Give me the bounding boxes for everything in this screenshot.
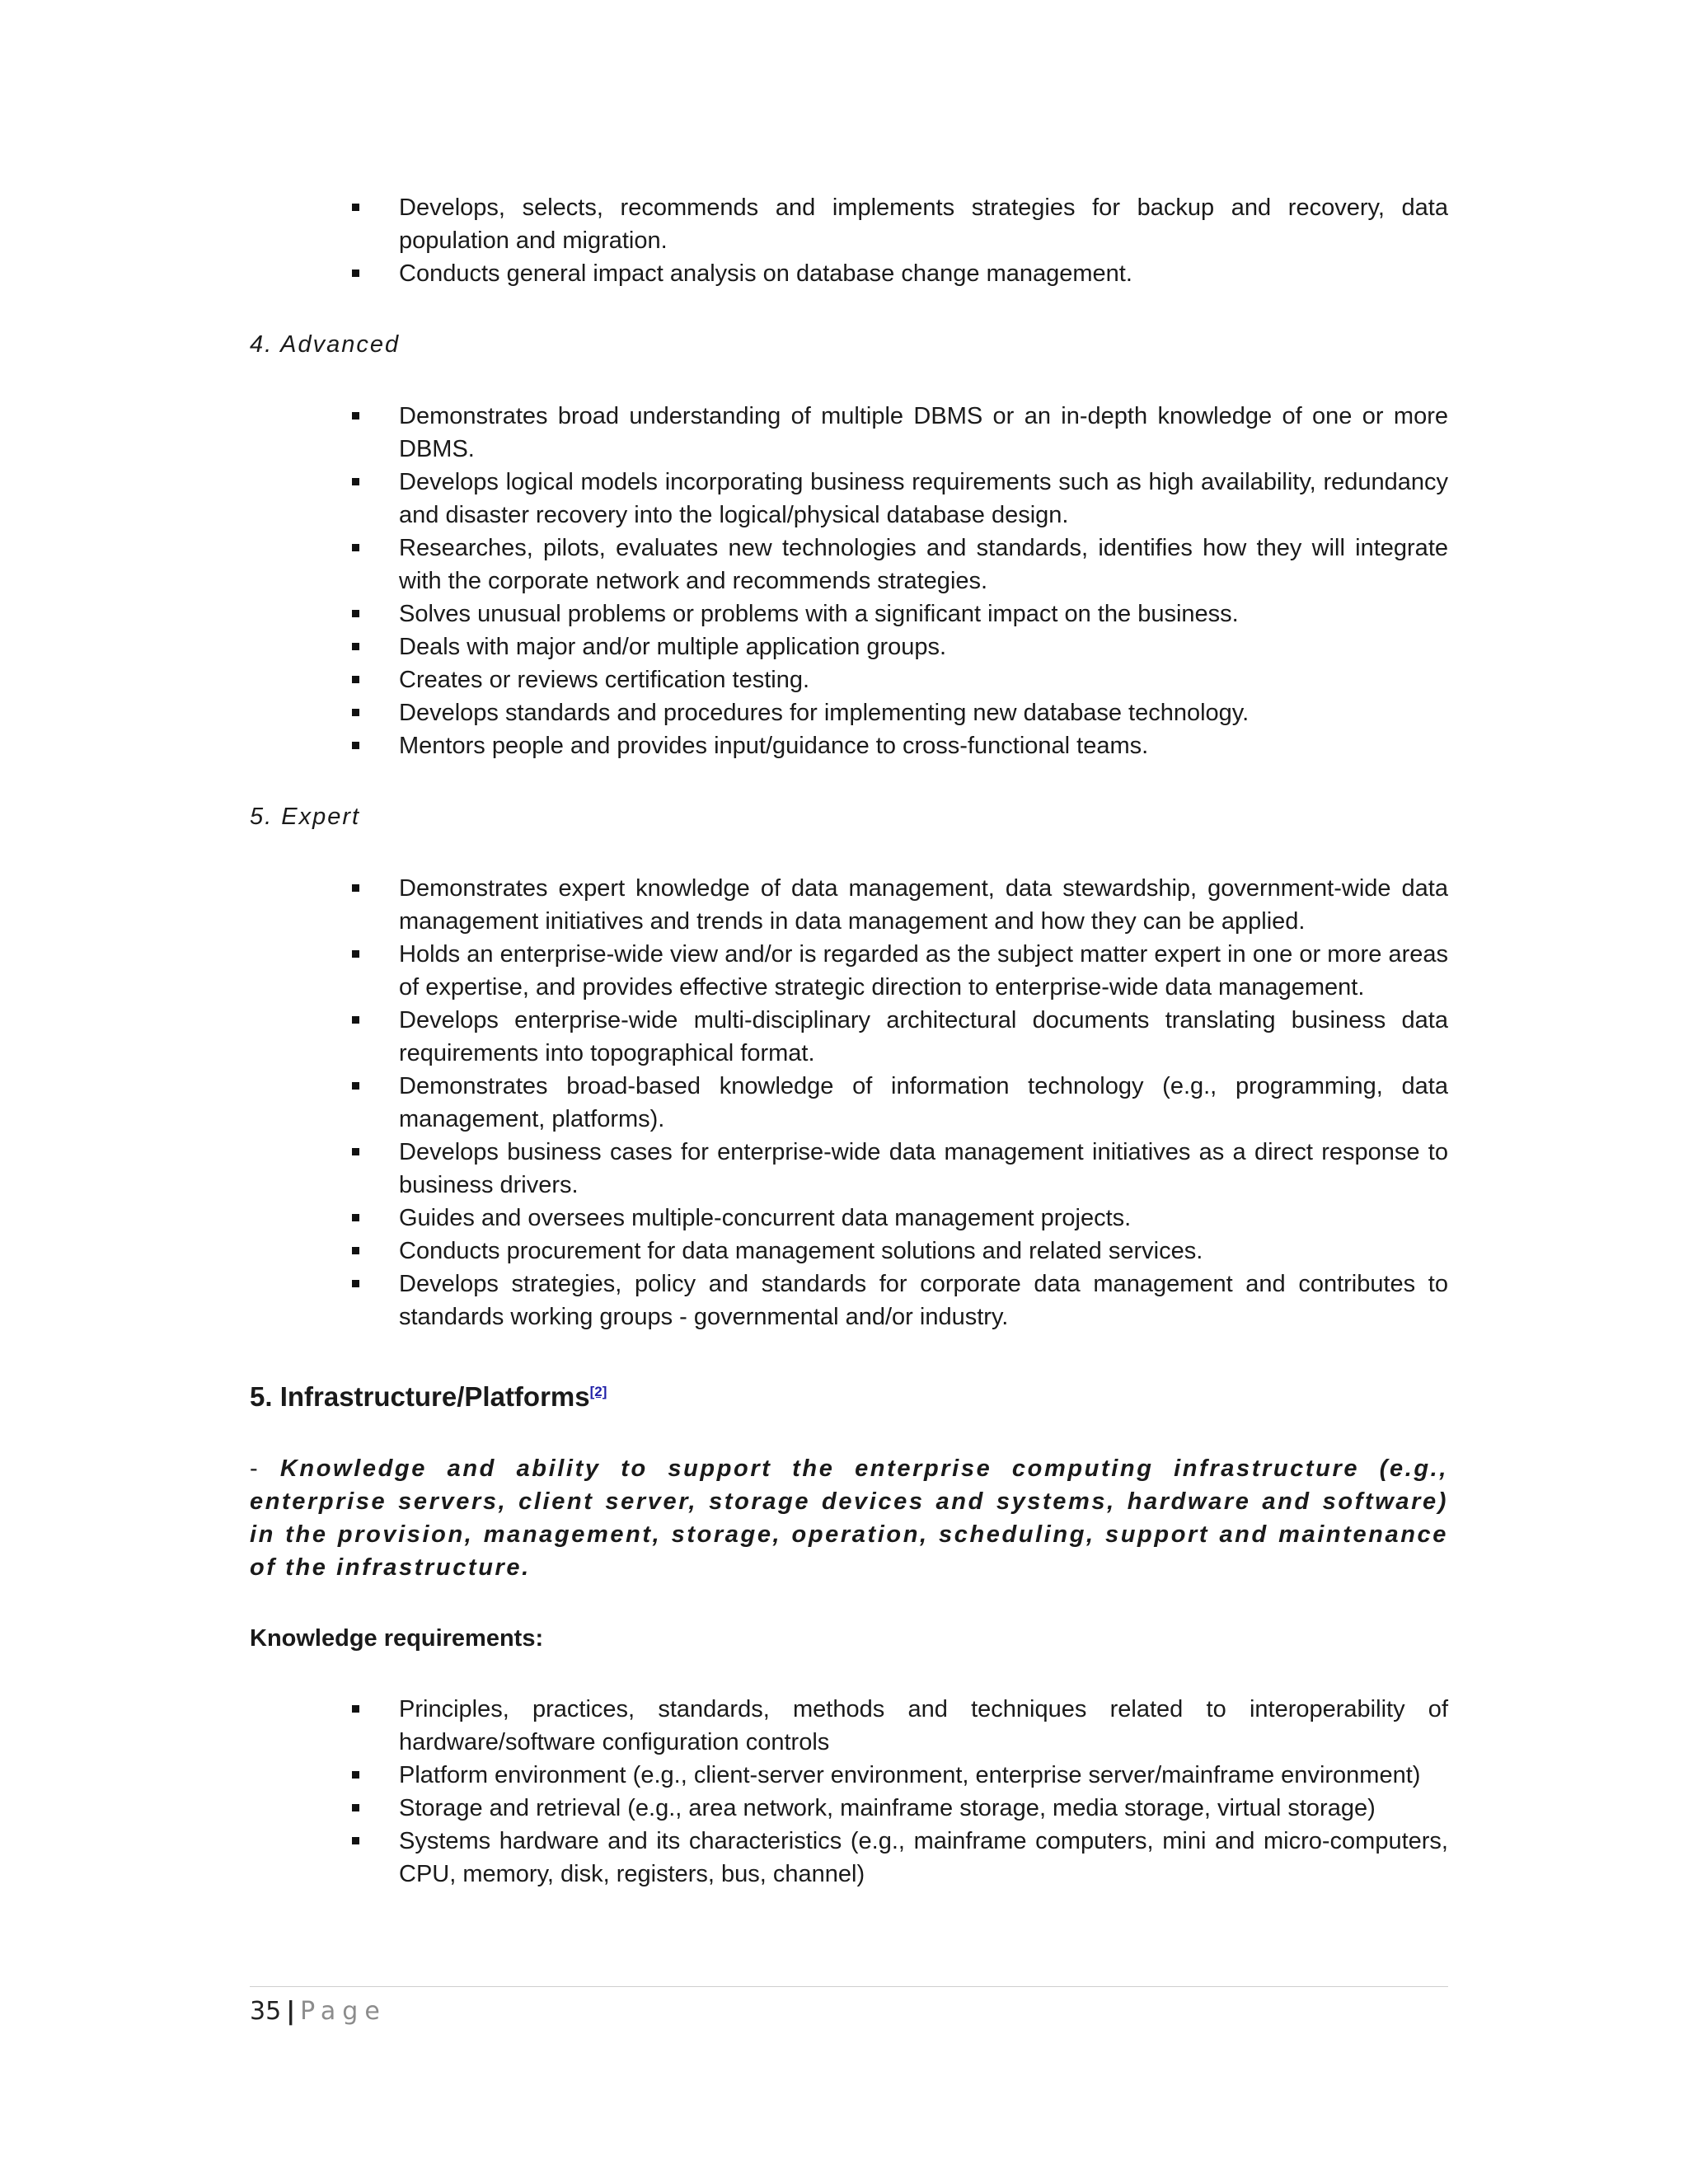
square-bullet-icon: [352, 1214, 359, 1221]
square-bullet-icon: [352, 204, 359, 211]
square-bullet-icon: [352, 676, 359, 683]
list-item: Demonstrates broad-based knowledge of information technology (e.g., programming, data management, platforms).: [399, 1070, 1448, 1136]
list-item: Principles, practices, standards, methods and techniques related to interoperability of hardware/software configuration controls: [399, 1693, 1448, 1759]
section-description: - Knowledge and ability to support the enterprise computing infrastructure (e.g., enterprise servers, client server, storage devices and systems, hardware and software) in the provision, management, storage, operation, scheduling, support and maintenance of the infrastructure.: [250, 1455, 1448, 1581]
square-bullet-icon: [352, 610, 359, 617]
expert-bullet-list: [250, 872, 1448, 1333]
page-footer: [250, 1986, 1448, 2028]
knowledge-requirements-heading: Knowledge requirements:: [250, 1625, 544, 1652]
square-bullet-icon: [352, 478, 359, 485]
list-item: Develops logical models incorporating business requirements such as high availability, redundancy and disaster recovery into the logical/physical database design.: [399, 466, 1448, 532]
square-bullet-icon: [352, 269, 359, 277]
square-bullet-icon: [352, 1016, 359, 1024]
list-item: Demonstrates expert knowledge of data management, data stewardship, government-wide data management initiatives and trends in data management and how they can be applied.: [399, 872, 1448, 938]
intro-bullet-list: [250, 191, 1448, 290]
expert-heading: 5. Expert: [250, 804, 361, 830]
footnote-link[interactable]: [2]: [589, 1384, 607, 1399]
footer-separator: |: [286, 1997, 296, 2026]
square-bullet-icon: [352, 1082, 359, 1090]
list-item: Solves unusual problems or problems with a significant impact on the business.: [399, 598, 1448, 630]
page-label: Page: [300, 1997, 387, 2026]
list-item: Conducts procurement for data management solutions and related services.: [399, 1235, 1448, 1268]
square-bullet-icon: [352, 884, 359, 892]
square-bullet-icon: [352, 1804, 359, 1811]
square-bullet-icon: [352, 1771, 359, 1779]
square-bullet-icon: [352, 742, 359, 749]
list-item: Develops strategies, policy and standards for corporate data management and contributes to standards working groups - governmental and/or industry.: [399, 1268, 1448, 1333]
square-bullet-icon: [352, 950, 359, 958]
list-item: Conducts general impact analysis on database change management.: [399, 257, 1448, 290]
square-bullet-icon: [352, 709, 359, 716]
advanced-bullet-list: [250, 400, 1448, 762]
advanced-heading: 4. Advanced: [250, 331, 401, 358]
square-bullet-icon: [352, 1705, 359, 1713]
list-item: Develops standards and procedures for implementing new database technology.: [399, 696, 1448, 729]
list-item: Develops, selects, recommends and implements strategies for backup and recovery, data population and migration.: [399, 191, 1448, 257]
list-item: Systems hardware and its characteristics (e.g., mainframe computers, mini and micro-computers, CPU, memory, disk, registers, bus, channel): [399, 1825, 1448, 1891]
square-bullet-icon: [352, 643, 359, 650]
list-item: Platform environment (e.g., client-server environment, enterprise server/mainframe environment): [399, 1759, 1448, 1792]
square-bullet-icon: [352, 1247, 359, 1254]
list-item: Holds an enterprise-wide view and/or is regarded as the subject matter expert in one or more areas of expertise, and provides effective strategic direction to enterprise-wide data management.: [399, 938, 1448, 1004]
list-item: Guides and oversees multiple-concurrent data management projects.: [399, 1202, 1448, 1235]
section-title: 5. Infrastructure/Platforms[2]: [250, 1381, 607, 1412]
square-bullet-icon: [352, 412, 359, 419]
list-item: Develops enterprise-wide multi-disciplinary architectural documents translating business data requirements into topographical format.: [399, 1004, 1448, 1070]
square-bullet-icon: [352, 1837, 359, 1844]
list-item: Develops business cases for enterprise-wide data management initiatives as a direct response to business drivers.: [399, 1136, 1448, 1202]
list-item: Storage and retrieval (e.g., area network, mainframe storage, media storage, virtual storage): [399, 1792, 1448, 1825]
list-item: Deals with major and/or multiple application groups.: [399, 630, 1448, 663]
list-item: Demonstrates broad understanding of multiple DBMS or an in-depth knowledge of one or more DBMS.: [399, 400, 1448, 466]
list-item: Mentors people and provides input/guidance to cross-functional teams.: [399, 729, 1448, 762]
document-page: [250, 191, 1448, 1891]
list-item: Creates or reviews certification testing.: [399, 663, 1448, 696]
knowledge-bullet-list: [250, 1693, 1448, 1891]
square-bullet-icon: [352, 1280, 359, 1287]
page-number: 35: [250, 1997, 282, 2026]
square-bullet-icon: [352, 544, 359, 551]
list-item: Researches, pilots, evaluates new technologies and standards, identifies how they will integrate with the corporate network and recommends strategies.: [399, 532, 1448, 598]
square-bullet-icon: [352, 1148, 359, 1155]
